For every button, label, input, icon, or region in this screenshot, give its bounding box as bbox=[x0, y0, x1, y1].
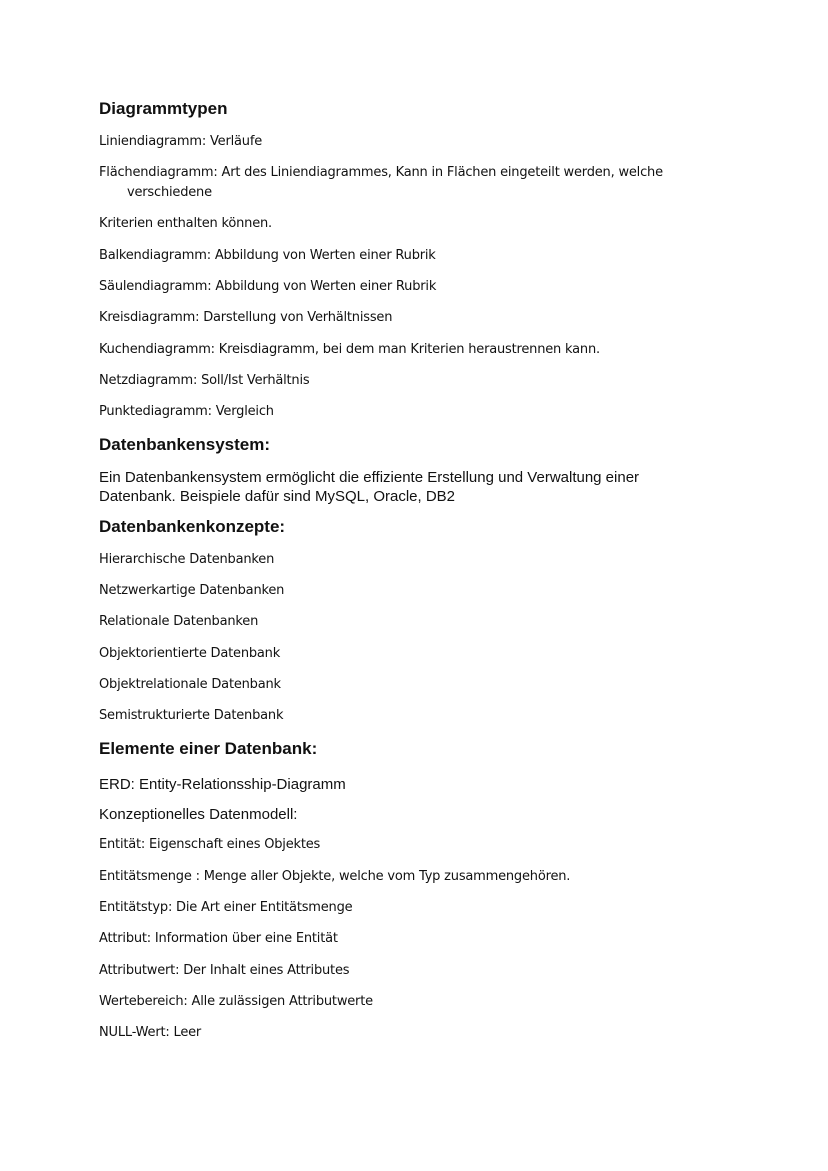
list-item: Semistrukturierte Datenbank bbox=[99, 708, 284, 723]
list-item: Kuchendiagramm: Kreisdiagramm, bei dem man Kriterien heraustrennen kann. bbox=[99, 342, 600, 357]
list-item: Netzwerkartige Datenbanken bbox=[99, 583, 285, 598]
list-item: Objektorientierte Datenbank bbox=[99, 646, 281, 661]
list-item-continuation: verschiedene bbox=[127, 185, 212, 200]
list-item: Punktediagramm: Vergleich bbox=[99, 404, 274, 419]
list-item: Konzeptionelles Datenmodell: bbox=[99, 806, 298, 823]
list-item: Entität: Eigenschaft eines Objektes bbox=[99, 837, 321, 852]
list-item: NULL-Wert: Leer bbox=[99, 1025, 202, 1040]
list-item: Relationale Datenbanken bbox=[99, 614, 259, 629]
list-item: Objektrelationale Datenbank bbox=[99, 677, 281, 692]
list-item: Netzdiagramm: Soll/Ist Verhältnis bbox=[99, 373, 310, 388]
list-item: Liniendiagramm: Verläufe bbox=[99, 134, 262, 149]
list-item: Kreisdiagramm: Darstellung von Verhältnissen bbox=[99, 310, 393, 325]
list-item: Säulendiagramm: Abbildung von Werten einer Rubrik bbox=[99, 279, 437, 294]
list-item: Entitätsmenge : Menge aller Objekte, welche vom Typ zusammengehören. bbox=[99, 869, 571, 884]
list-item: Flächendiagramm: Art des Liniendiagrammes, Kann in Flächen eingeteilt werden, welche bbox=[99, 165, 663, 180]
list-item: Attribut: Information über eine Entität bbox=[99, 931, 338, 946]
heading-elemente-einer-datenbank: Elemente einer Datenbank: bbox=[99, 739, 318, 758]
heading-datenbankensystem: Datenbankensystem: bbox=[99, 435, 271, 454]
heading-datenbankenkonzepte: Datenbankenkonzepte: bbox=[99, 517, 286, 536]
list-item: Hierarchische Datenbanken bbox=[99, 552, 275, 567]
list-item: ERD: Entity-Relationsship-Diagramm bbox=[99, 776, 346, 793]
heading-diagrammtypen: Diagrammtypen bbox=[99, 99, 228, 118]
list-item: Kriterien enthalten können. bbox=[99, 216, 272, 231]
paragraph-line: Datenbank. Beispiele dafür sind MySQL, Oracle, DB2 bbox=[99, 488, 456, 505]
list-item: Wertebereich: Alle zulässigen Attributwerte bbox=[99, 994, 373, 1009]
paragraph-line: Ein Datenbankensystem ermöglicht die effiziente Erstellung und Verwaltung einer bbox=[99, 469, 640, 486]
list-item: Entitätstyp: Die Art einer Entitätsmenge bbox=[99, 900, 353, 915]
list-item: Balkendiagramm: Abbildung von Werten einer Rubrik bbox=[99, 248, 436, 263]
list-item: Attributwert: Der Inhalt eines Attributes bbox=[99, 963, 350, 978]
